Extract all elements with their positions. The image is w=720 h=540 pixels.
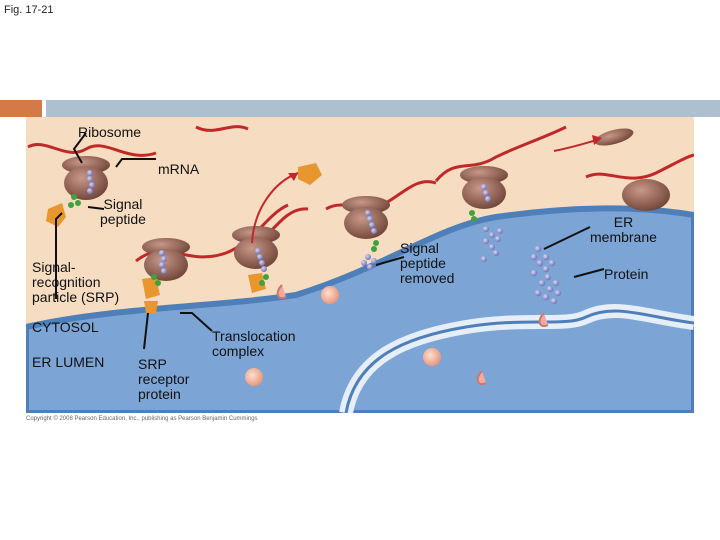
slide-accent-bar <box>0 100 42 117</box>
label-signal-peptide-removed: Signal peptide removed <box>400 240 455 286</box>
signal-peptide-fragment-icon <box>423 348 441 366</box>
srp-pathway-diagram <box>26 117 694 413</box>
label-translocation-complex: Translocation complex <box>212 328 296 359</box>
ribosome-icon <box>62 156 110 200</box>
label-protein: Protein <box>604 266 649 282</box>
label-srp: Signal- recognition particle (SRP) <box>32 259 120 305</box>
label-ribosome: Ribosome <box>78 124 142 140</box>
signal-peptide-fragment-icon <box>321 286 339 304</box>
diagram-illustration <box>26 117 694 413</box>
label-srp-receptor: SRP receptor protein <box>138 356 190 402</box>
label-er-membrane: ER membrane <box>590 214 657 245</box>
srp-receptor-icon <box>144 301 158 313</box>
figure-number: Fig. 17-21 <box>4 4 54 16</box>
ribosome-translocating-icon <box>342 196 390 239</box>
signal-peptide-fragment-icon <box>245 368 263 386</box>
label-signal-peptide: Signal peptide <box>100 196 146 227</box>
label-mrna: mRNA <box>158 161 200 177</box>
label-er-lumen: ER LUMEN <box>32 354 105 370</box>
label-cytosol: CYTOSOL <box>32 319 99 335</box>
small-subunit-icon <box>622 179 670 211</box>
ribosome-docking-icon <box>232 226 280 269</box>
slide-header-bar <box>46 100 720 117</box>
copyright-credit: Copyright © 2008 Pearson Education, Inc., publishing as Pearson Benjamin Cummings <box>26 416 258 422</box>
